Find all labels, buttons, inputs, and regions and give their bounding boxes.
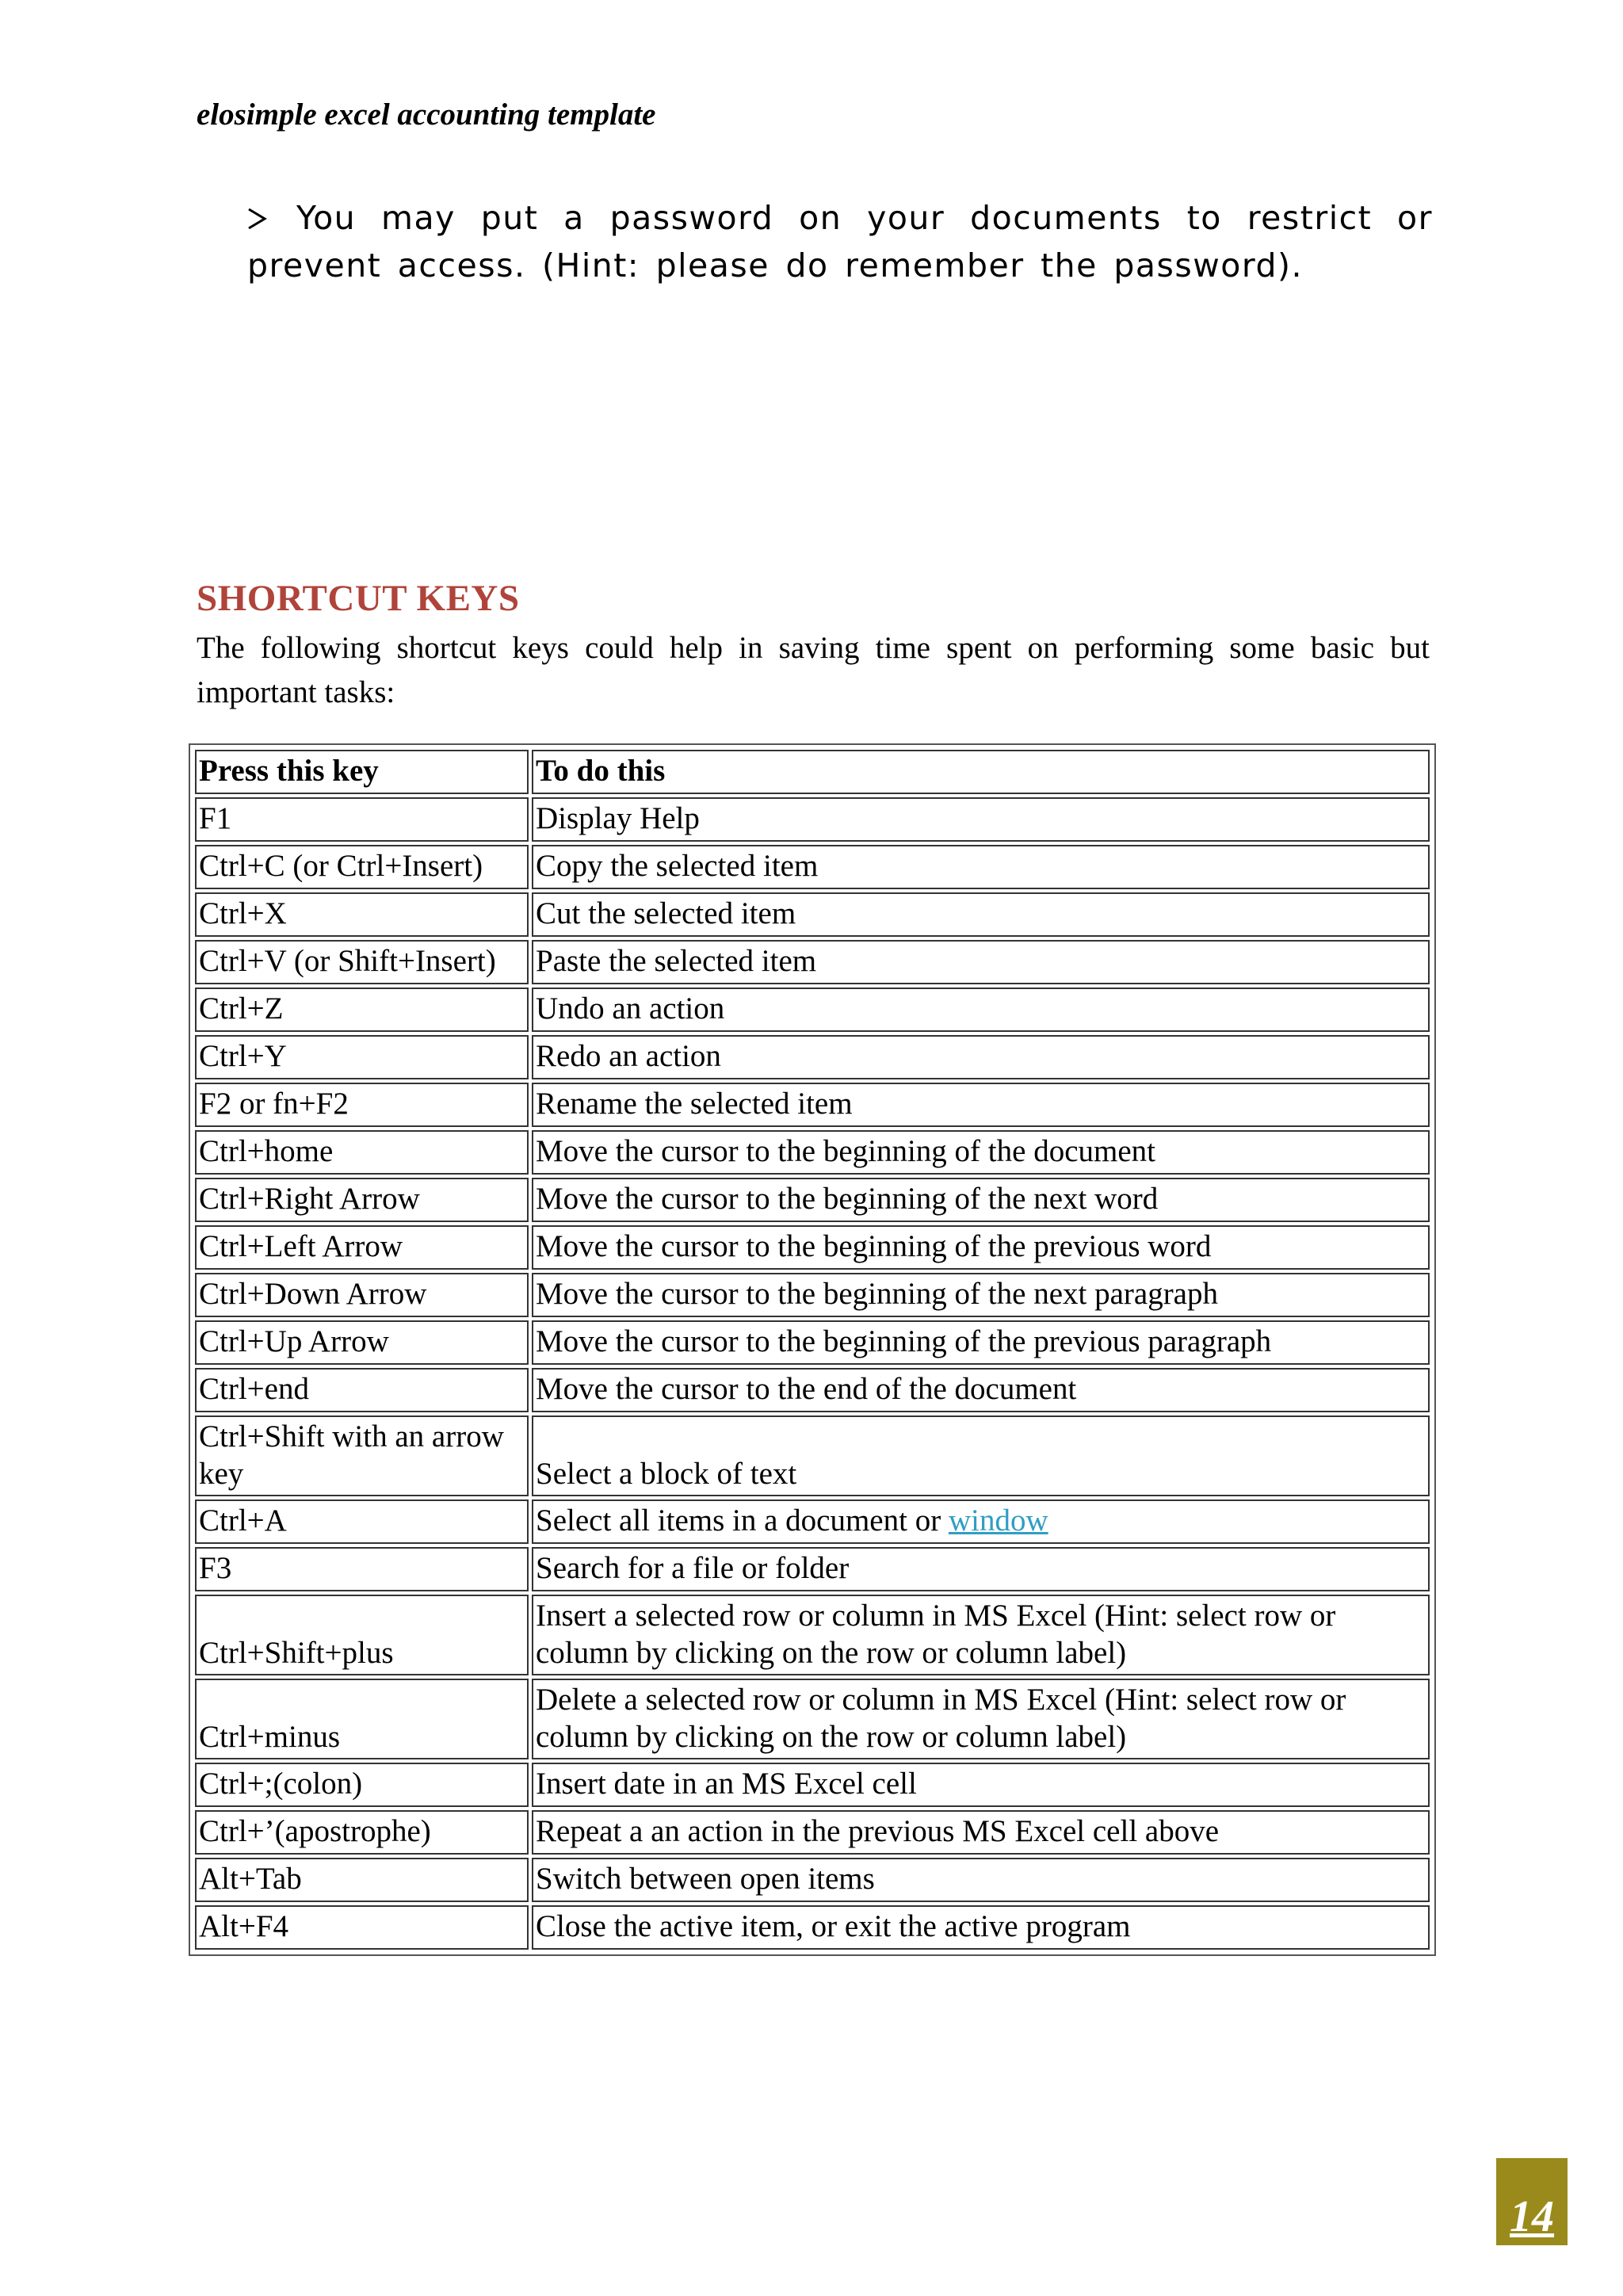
shortcut-key-cell: Ctrl+Up Arrow: [195, 1320, 529, 1365]
shortcut-key-cell: Alt+Tab: [195, 1858, 529, 1902]
table-row: [195, 1595, 1430, 1675]
table-row: [195, 1679, 1430, 1759]
table-row: [195, 892, 1430, 937]
shortcut-action-cell: Insert a selected row or column in MS Excel (Hint: select row or column by clicking on the row or column label): [532, 1595, 1430, 1675]
shortcut-key-cell: Ctrl+C (or Ctrl+Insert): [195, 845, 529, 889]
table-row: [195, 1810, 1430, 1855]
shortcut-key-cell: Ctrl+Down Arrow: [195, 1273, 529, 1317]
shortcut-action-cell: Move the cursor to the beginning of the previous paragraph: [532, 1320, 1430, 1365]
table-row: [195, 1083, 1430, 1127]
shortcut-action-cell: [532, 1499, 1430, 1544]
shortcut-key-cell: Ctrl+V (or Shift+Insert): [195, 940, 529, 984]
password-tip-text: You may put a password on your documents to restrict or prevent access. (Hint: please do remember the password).: [247, 199, 1433, 285]
shortcut-key-cell: Ctrl+Y: [195, 1035, 529, 1079]
table-row: [195, 1547, 1430, 1591]
table-row: [195, 940, 1430, 984]
shortcut-key-cell: Ctrl+X: [195, 892, 529, 937]
shortcut-action-cell: Move the cursor to the beginning of the next paragraph: [532, 1273, 1430, 1317]
shortcut-action-cell: Move the cursor to the end of the document: [532, 1368, 1430, 1412]
table-row: [195, 1415, 1430, 1496]
shortcut-key-cell: Ctrl+Shift with an arrow key: [195, 1415, 529, 1496]
table-header-row: [195, 750, 1430, 794]
password-tip: [247, 194, 1433, 289]
shortcut-key-cell: Alt+F4: [195, 1905, 529, 1950]
shortcut-action-cell: Move the cursor to the beginning of the previous word: [532, 1225, 1430, 1270]
shortcut-key-cell: F2 or fn+F2: [195, 1083, 529, 1127]
table-row: [195, 797, 1430, 842]
table-row: [195, 1178, 1430, 1222]
table-row: [195, 1905, 1430, 1950]
table-row: [195, 1273, 1430, 1317]
shortcut-key-cell: Ctrl+’(apostrophe): [195, 1810, 529, 1855]
shortcut-action-cell: Paste the selected item: [532, 940, 1430, 984]
shortcut-key-cell: Ctrl+Z: [195, 988, 529, 1032]
running-header: elosimple excel accounting template: [197, 97, 656, 132]
table-row: [195, 1858, 1430, 1902]
shortcut-key-cell: Ctrl+Right Arrow: [195, 1178, 529, 1222]
table-row: [195, 1225, 1430, 1270]
shortcut-key-cell: Ctrl+Left Arrow: [195, 1225, 529, 1270]
page-number-badge: [1496, 2158, 1568, 2245]
table-row: [195, 1130, 1430, 1175]
shortcut-action-text: Select all items in a document or: [536, 1503, 941, 1538]
shortcut-key-cell: Ctrl+;(colon): [195, 1763, 529, 1807]
header-key: Press this key: [195, 750, 529, 794]
shortcut-action-cell: Repeat a an action in the previous MS Excel cell above: [532, 1810, 1430, 1855]
shortcut-key-cell: Ctrl+minus: [195, 1679, 529, 1759]
section-intro: The following shortcut keys could help in saving time spent on performing some basic but important tasks:: [197, 631, 1430, 709]
shortcut-action-cell: Select a block of text: [532, 1415, 1430, 1496]
shortcut-action-cell: Search for a file or folder: [532, 1547, 1430, 1591]
shortcut-action-cell: Copy the selected item: [532, 845, 1430, 889]
header-action: To do this: [532, 750, 1430, 794]
table-row: [195, 1499, 1430, 1544]
shortcut-action-cell: Cut the selected item: [532, 892, 1430, 937]
shortcut-action-cell: Close the active item, or exit the active program: [532, 1905, 1430, 1950]
shortcut-key-cell: Ctrl+end: [195, 1368, 529, 1412]
shortcut-action-cell: Display Help: [532, 797, 1430, 842]
shortcut-table: [189, 743, 1436, 1956]
section-title: SHORTCUT KEYS: [197, 578, 520, 619]
table-row: [195, 845, 1430, 889]
shortcut-action-cell: Switch between open items: [532, 1858, 1430, 1902]
shortcut-action-cell: Redo an action: [532, 1035, 1430, 1079]
shortcut-action-cell: Delete a selected row or column in MS Excel (Hint: select row or column by clicking on the row or column label): [532, 1679, 1430, 1759]
shortcut-action-cell: Rename the selected item: [532, 1083, 1430, 1127]
shortcut-key-cell: F1: [195, 797, 529, 842]
shortcut-action-cell: Insert date in an MS Excel cell: [532, 1763, 1430, 1807]
shortcut-action-cell: Move the cursor to the beginning of the next word: [532, 1178, 1430, 1222]
table-row: [195, 1035, 1430, 1079]
shortcut-key-cell: Ctrl+Shift+plus: [195, 1595, 529, 1675]
shortcut-key-cell: Ctrl+home: [195, 1130, 529, 1175]
shortcut-action-cell: Undo an action: [532, 988, 1430, 1032]
table-row: [195, 1320, 1430, 1365]
shortcut-key-cell: F3: [195, 1547, 529, 1591]
table-row: [195, 1763, 1430, 1807]
page-number: 14: [1510, 2192, 1554, 2241]
table-row: [195, 1368, 1430, 1412]
shortcut-key-cell: Ctrl+A: [195, 1499, 529, 1544]
table-row: [195, 988, 1430, 1032]
window-link[interactable]: window: [948, 1503, 1048, 1538]
shortcut-action-cell: Move the cursor to the beginning of the document: [532, 1130, 1430, 1175]
